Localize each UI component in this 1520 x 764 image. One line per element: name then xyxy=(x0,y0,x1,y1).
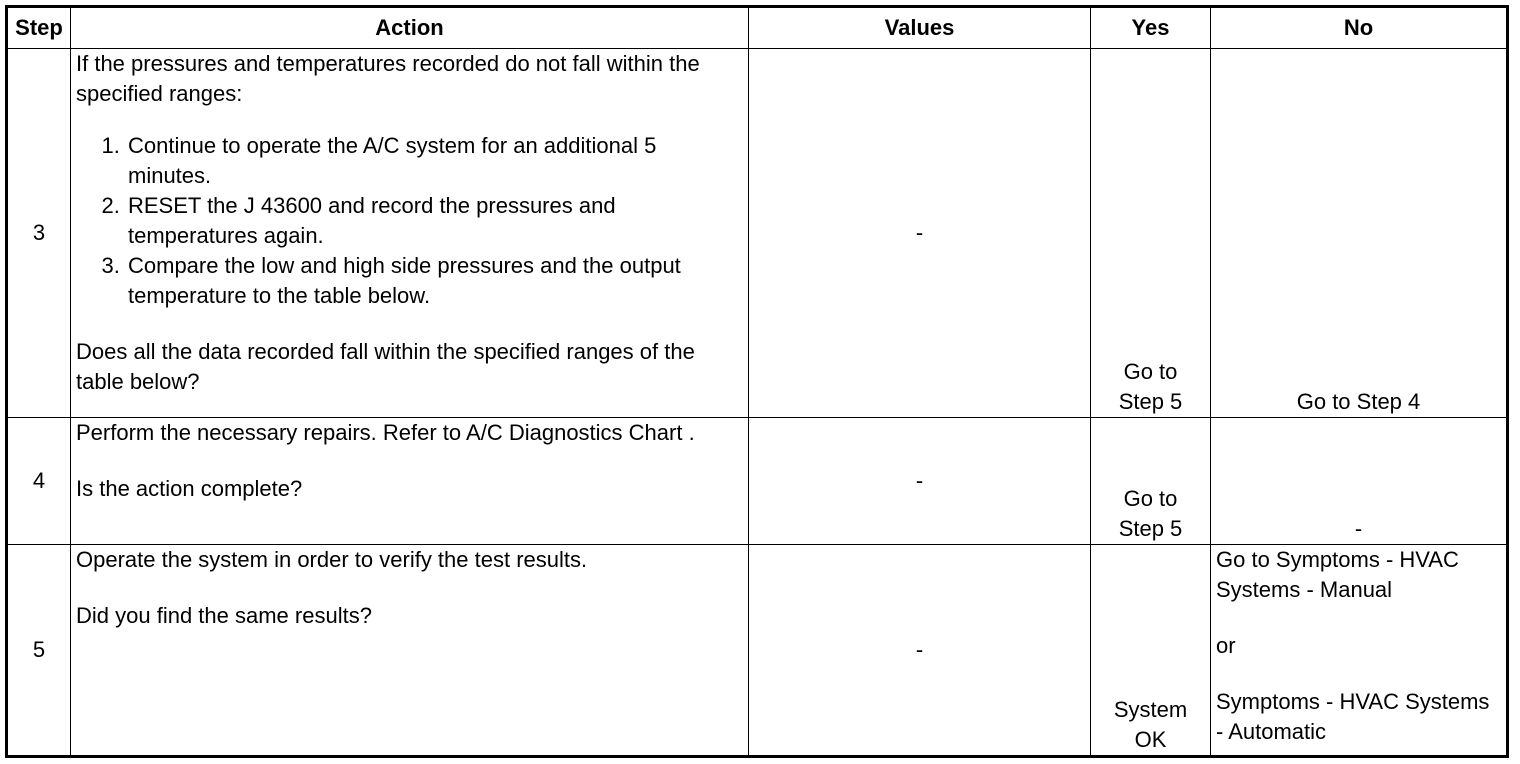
table-row-step-4 xyxy=(8,418,1507,545)
header-values: Values xyxy=(749,8,1091,49)
action-question: Does all the data recorded fall within the specified ranges of the table below? xyxy=(76,339,695,394)
action-cell xyxy=(71,418,749,545)
yes-link-line1[interactable]: Go to xyxy=(1123,359,1178,384)
yes-status-line2: OK xyxy=(1134,727,1167,752)
no-cell: - xyxy=(1211,418,1507,545)
no-link-manual[interactable]: Go to Symptoms - HVAC Systems - Manual xyxy=(1216,547,1459,602)
yes-link-line1[interactable]: Go to xyxy=(1123,486,1178,511)
step-number: 5 xyxy=(8,545,71,756)
no-link-automatic[interactable]: Symptoms - HVAC Systems - Automatic xyxy=(1216,689,1490,744)
action-question: Did you find the same results? xyxy=(76,603,372,628)
header-step: Step xyxy=(8,8,71,49)
yes-status-line1: System xyxy=(1113,697,1188,722)
table-row-step-5 xyxy=(8,545,1507,756)
list-item: 1. Continue to operate the A/C system for an additional 5 minutes. xyxy=(126,131,743,191)
action-steps-list xyxy=(76,131,743,311)
action-cell xyxy=(71,49,749,418)
step-number: 4 xyxy=(8,418,71,545)
table-row-step-3 xyxy=(8,49,1507,418)
yes-cell xyxy=(1091,49,1211,418)
action-cell xyxy=(71,545,749,756)
action-intro: Perform the necessary repairs. Refer to A/C Diagnostics Chart . xyxy=(76,420,695,445)
list-item: 2. RESET the J 43600 and record the pressures and temperatures again. xyxy=(126,191,743,251)
values-cell: - xyxy=(749,49,1091,418)
header-no: No xyxy=(1211,8,1507,49)
yes-cell xyxy=(1091,418,1211,545)
values-cell: - xyxy=(749,418,1091,545)
step-number: 3 xyxy=(8,49,71,418)
action-intro: Operate the system in order to verify the test results. xyxy=(76,547,588,572)
yes-link-line2[interactable]: Step 5 xyxy=(1118,389,1183,414)
header-yes: Yes xyxy=(1091,8,1211,49)
no-cell xyxy=(1211,545,1507,756)
diagnostic-table xyxy=(7,7,1507,756)
yes-cell xyxy=(1091,545,1211,756)
header-row xyxy=(8,8,1507,49)
no-cell[interactable]: Go to Step 4 xyxy=(1211,49,1507,418)
header-action: Action xyxy=(71,8,749,49)
yes-link-line2[interactable]: Step 5 xyxy=(1118,516,1183,541)
list-item: 3. Compare the low and high side pressures and the output temperature to the table below. xyxy=(126,251,743,311)
action-intro: If the pressures and temperatures recorded do not fall within the specified ranges: xyxy=(76,51,700,106)
action-question: Is the action complete? xyxy=(76,476,303,501)
no-or-text: or xyxy=(1216,633,1236,658)
values-cell: - xyxy=(749,545,1091,756)
